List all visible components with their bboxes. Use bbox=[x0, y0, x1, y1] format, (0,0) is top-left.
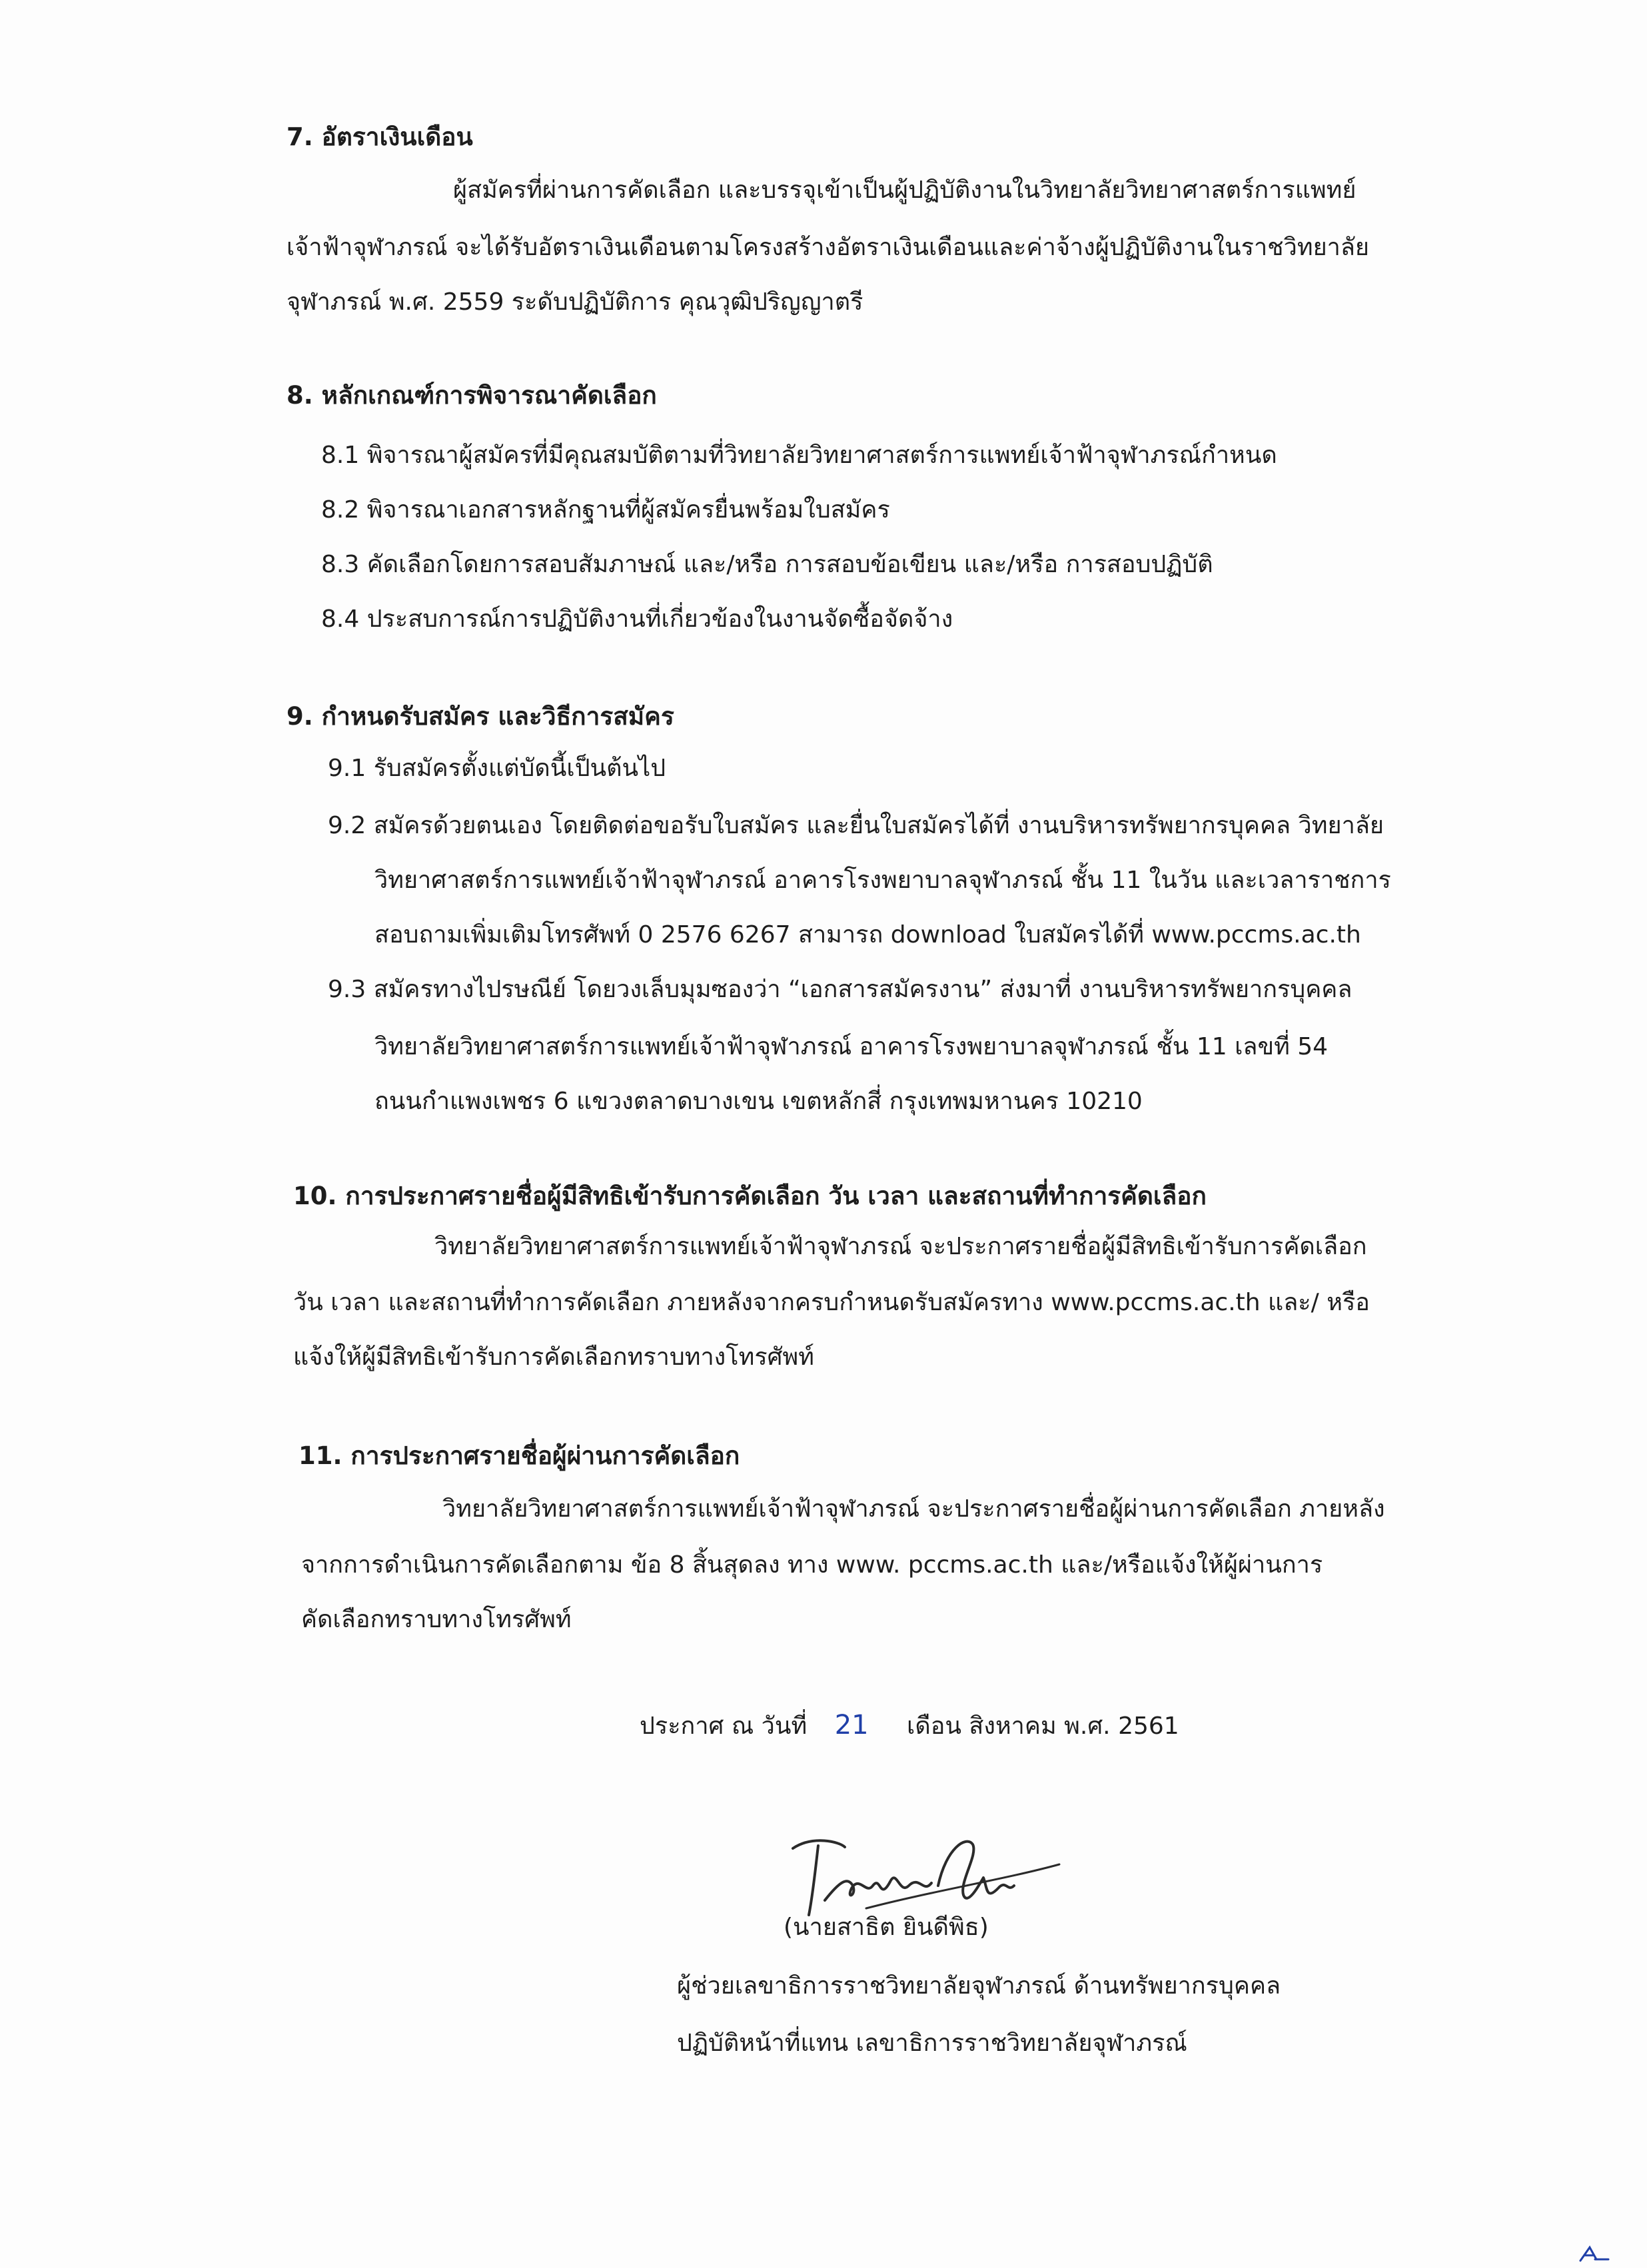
section-8-item-4: 8.4 ประสบการณ์การปฏิบัติงานที่เกี่ยวข้องในงานจัดซื้อจัดจ้าง bbox=[321, 605, 953, 633]
signatory-position: ผู้ช่วยเลขาธิการราชวิทยาลัยจุฬาภรณ์ ด้านทรัพยากรบุคคล bbox=[677, 1972, 1281, 2000]
section-9-heading: 9. กำหนดรับสมัคร และวิธีการสมัคร bbox=[286, 702, 674, 731]
signatory-acting: ปฏิบัติหน้าที่แทน เลขาธิการราชวิทยาลัยจุฬาภรณ์ bbox=[677, 2030, 1187, 2057]
section-8-heading: 8. หลักเกณฑ์การพิจารณาคัดเลือก bbox=[286, 381, 657, 410]
section-10-line-3: แจ้งให้ผู้มีสิทธิเข้ารับการคัดเลือกทราบทางโทรศัพท์ bbox=[293, 1343, 814, 1371]
section-8-item-3: 8.3 คัดเลือกโดยการสอบสัมภาษณ์ และ/หรือ การสอบข้อเขียน และ/หรือ การสอบปฏิบัติ bbox=[321, 551, 1213, 578]
section-11-line-2: จากการดำเนินการคัดเลือกตาม ข้อ 8 สิ้นสุดลง ทาง www. pccms.ac.th และ/หรือแจ้งให้ผู้ผ่านการ bbox=[301, 1551, 1323, 1579]
section-8-item-2: 8.2 พิจารณาเอกสารหลักฐานที่ผู้สมัครยื่นพร้อมใบสมัคร bbox=[321, 496, 890, 524]
section-9-item-2-line-1: 9.2 สมัครด้วยตนเอง โดยติดต่อขอรับใบสมัคร และยื่นใบสมัครได้ที่ งานบริหารทรัพยากรบุคคล วิทยาลัย bbox=[328, 812, 1384, 839]
announcement-date bbox=[640, 1709, 1179, 1742]
section-9-item-2-line-3: สอบถามเพิ่มเติมโทรศัพท์ 0 2576 6267 สามารถ download ใบสมัครได้ที่ www.pccms.ac.th bbox=[374, 921, 1361, 948]
section-8-item-1: 8.1 พิจารณาผู้สมัครที่มีคุณสมบัติตามที่วิทยาลัยวิทยาศาสตร์การแพทย์เจ้าฟ้าจุฬาภรณ์กำหนด bbox=[321, 442, 1277, 469]
signatory-name: (นายสาธิต ยินดีพิธ) bbox=[784, 1914, 989, 1941]
section-11-heading: 11. การประกาศรายชื่อผู้ผ่านการคัดเลือก bbox=[298, 1441, 740, 1470]
signature-image bbox=[766, 1822, 1073, 1922]
section-7-line-3: จุฬาภรณ์ พ.ศ. 2559 ระดับปฏิบัติการ คุณวุฒิปริญญาตรี bbox=[286, 288, 863, 316]
section-9-item-1: 9.1 รับสมัครตั้งแต่บัดนี้เป็นต้นไป bbox=[328, 755, 666, 782]
section-9-item-3-line-1: 9.3 สมัครทางไปรษณีย์ โดยวงเล็บมุมซองว่า “เอกสารสมัครงาน” ส่งมาที่ งานบริหารทรัพยากรบุคคล bbox=[328, 976, 1353, 1003]
section-9-item-3-line-2: วิทยาลัยวิทยาศาสตร์การแพทย์เจ้าฟ้าจุฬาภรณ์ อาคารโรงพยาบาลจุฬาภรณ์ ชั้น 11 เลขที่ 54 bbox=[374, 1033, 1329, 1060]
section-7-line-1: ผู้สมัครที่ผ่านการคัดเลือก และบรรจุเข้าเป็นผู้ปฏิบัติงานในวิทยาลัยวิทยาศาสตร์การแพทย์ bbox=[453, 177, 1357, 204]
section-9-item-2-line-2: วิทยาศาสตร์การแพทย์เจ้าฟ้าจุฬาภรณ์ อาคารโรงพยาบาลจุฬาภรณ์ ชั้น 11 ในวัน และเวลาราชการ bbox=[374, 867, 1391, 894]
section-11-line-3: คัดเลือกทราบทางโทรศัพท์ bbox=[301, 1606, 572, 1633]
section-11-line-1: วิทยาลัยวิทยาศาสตร์การแพทย์เจ้าฟ้าจุฬาภรณ์ จะประกาศรายชื่อผู้ผ่านการคัดเลือก ภายหลัง bbox=[442, 1495, 1385, 1523]
pen-mark-icon bbox=[1578, 2243, 1611, 2263]
announcement-suffix: เดือน สิงหาคม พ.ศ. 2561 bbox=[907, 1712, 1179, 1740]
section-7-heading: 7. อัตราเงินเดือน bbox=[286, 123, 473, 151]
section-10-line-1: วิทยาลัยวิทยาศาสตร์การแพทย์เจ้าฟ้าจุฬาภรณ์ จะประกาศรายชื่อผู้มีสิทธิเข้ารับการคัดเลือก bbox=[434, 1233, 1367, 1260]
announcement-prefix: ประกาศ ณ วันที่ bbox=[640, 1712, 808, 1740]
section-7-line-2: เจ้าฟ้าจุฬาภรณ์ จะได้รับอัตราเงินเดือนตามโครงสร้างอัตราเงินเดือนและค่าจ้างผู้ปฏิบัติงานในราชวิทยาลัย bbox=[286, 234, 1370, 261]
section-10-heading: 10. การประกาศรายชื่อผู้มีสิทธิเข้ารับการคัดเลือก วัน เวลา และสถานที่ทำการคัดเลือก bbox=[293, 1182, 1207, 1210]
section-9-item-3-line-3: ถนนกำแพงเพชร 6 แขวงตลาดบางเขน เขตหลักสี่ กรุงเทพมหานคร 10210 bbox=[374, 1088, 1143, 1115]
announcement-day: 21 bbox=[834, 1710, 869, 1740]
section-10-line-2: วัน เวลา และสถานที่ทำการคัดเลือก ภายหลังจากครบกำหนดรับสมัครทาง www.pccms.ac.th และ/ หรือ bbox=[293, 1289, 1370, 1316]
